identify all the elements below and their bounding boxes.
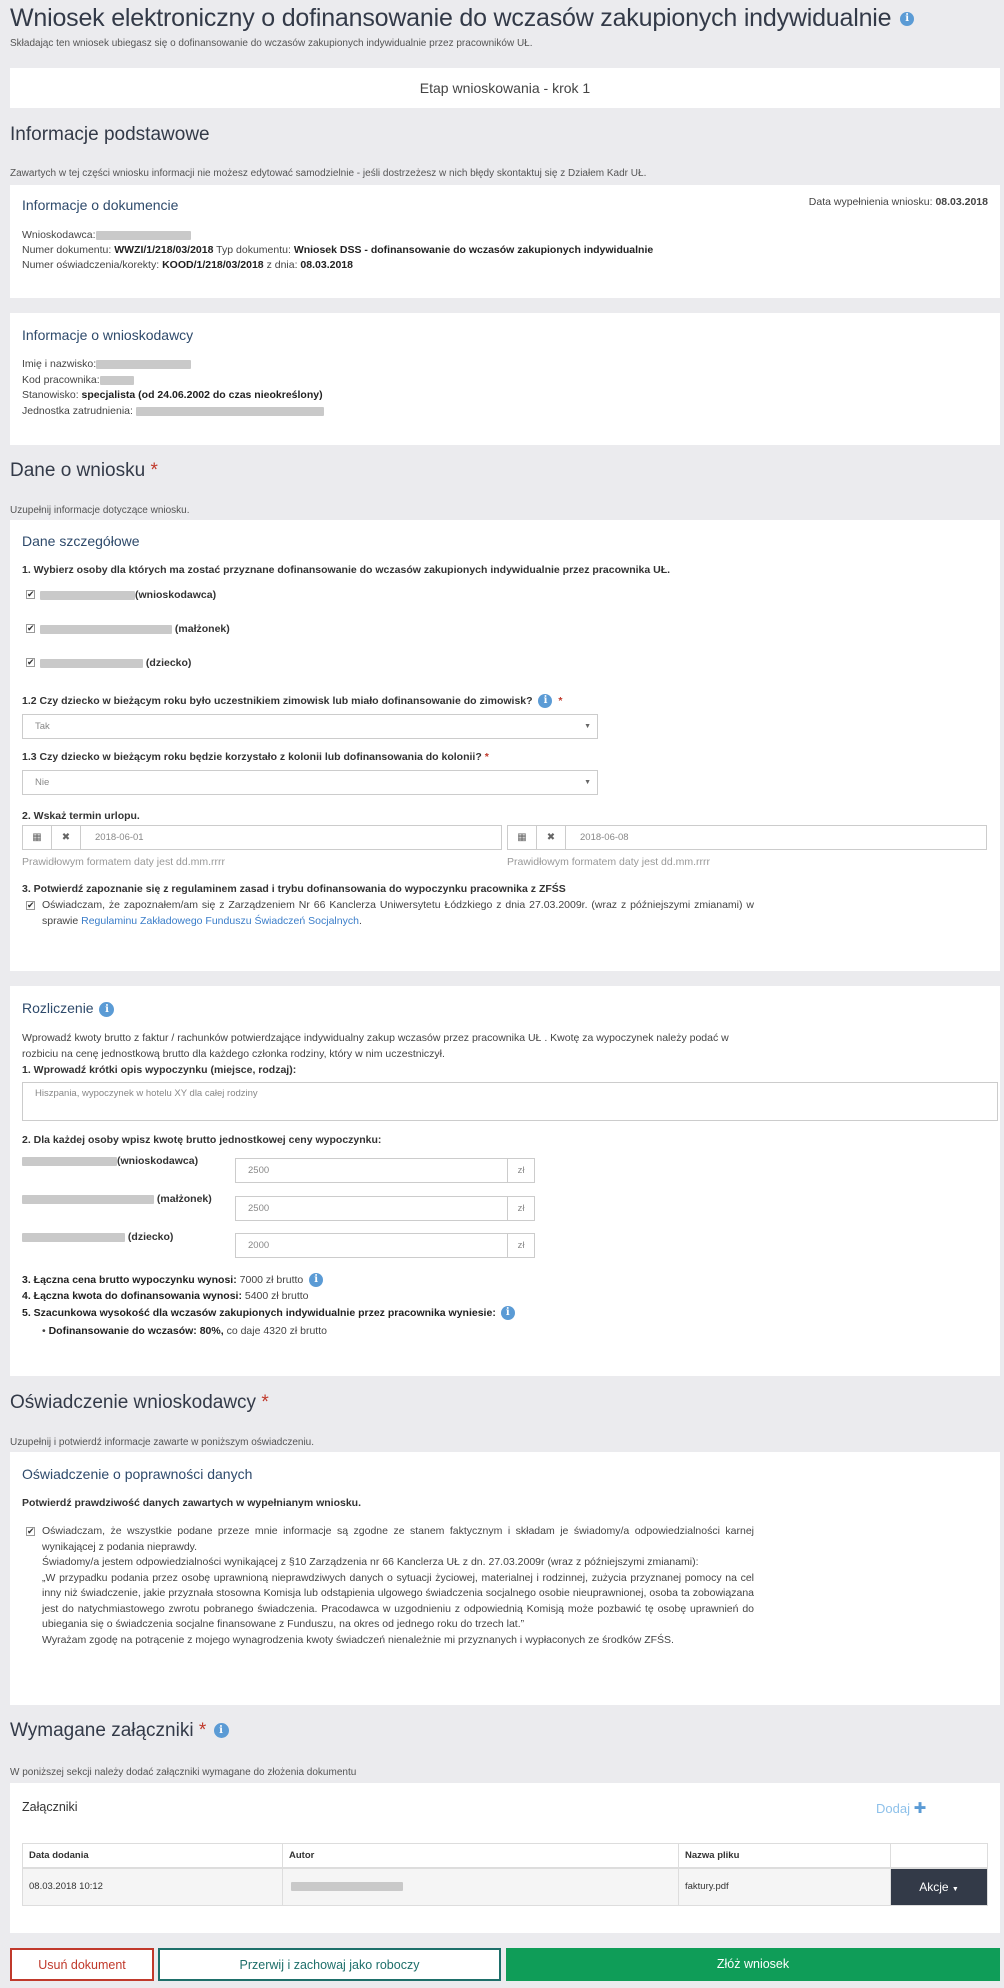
clear-date-icon[interactable]: ✖ xyxy=(537,826,566,849)
amount-input-child[interactable]: 2000 zł xyxy=(235,1233,535,1258)
panel-title-settlement: Rozliczenie i xyxy=(22,1000,114,1017)
info-icon[interactable]: i xyxy=(538,694,552,708)
section-description-details: Uzupełnij informacje dotyczące wniosku. xyxy=(10,505,190,516)
panel-title-applicant: Informacje o wnioskodawcy xyxy=(22,327,194,343)
panel-title-document: Informacje o dokumencie xyxy=(22,197,179,213)
actions-dropdown-button[interactable]: Akcje ▼ xyxy=(891,1869,987,1905)
checkbox-person-spouse[interactable]: ✔ xyxy=(27,623,35,633)
redacted-text xyxy=(96,231,191,240)
info-icon[interactable]: i xyxy=(501,1306,515,1320)
chevron-down-icon: ▼ xyxy=(584,779,591,786)
amount-person-spouse: (małżonek) xyxy=(22,1193,212,1205)
person-spouse-label: (małżonek) xyxy=(40,623,230,635)
checkbox-regulations[interactable]: ✔ xyxy=(27,900,35,910)
declaration-confirm: Potwierdź prawdziwość danych zawartych w wypełnianym wniosku. xyxy=(22,1497,361,1509)
section-heading-details: Dane o wniosku * xyxy=(10,460,158,481)
column-header: Nazwa pliku xyxy=(679,1844,891,1868)
vacation-description-textarea[interactable]: Hiszpania, wypoczynek w hotelu XY dla całej rodziny xyxy=(22,1082,998,1121)
amount-input-applicant[interactable]: 2500 zł xyxy=(235,1158,535,1183)
date-to-hint: Prawidłowym formatem daty jest dd.mm.rrrr xyxy=(507,856,711,868)
date-from-group xyxy=(22,825,502,850)
plus-icon: ✚ xyxy=(913,1800,927,1817)
date-from-input[interactable]: 2018-06-01 xyxy=(95,832,144,843)
section-heading-attachments: Wymagane załączniki * i xyxy=(10,1720,229,1742)
redacted-text xyxy=(136,407,324,416)
section-description-basic: Zawartych w tej części wniosku informacji nie możesz edytować samodzielnie - jeśli dostrzeżesz w nich błędy skontaktuj się z Działem Kadr UŁ. xyxy=(10,168,647,179)
person-child-label: (dziecko) xyxy=(40,657,191,669)
estimate-row: 5. Szacunkowa wysokość dla wczasów zakupionych indywidualnie przez pracownika wyniesie: i xyxy=(22,1306,515,1320)
table-header xyxy=(23,1844,988,1868)
info-icon[interactable]: i xyxy=(309,1273,323,1287)
amount-person-child: (dziecko) xyxy=(22,1231,173,1243)
delete-document-button[interactable]: Usuń dokument xyxy=(10,1948,154,1981)
question-summer-camp: 1.3 Czy dziecko w bieżącym roku będzie korzystało z kolonii lub dofinansowania do kolonii? * xyxy=(22,751,489,763)
redacted-text xyxy=(291,1882,403,1891)
calendar-icon[interactable]: ▦ xyxy=(508,826,537,849)
date-to-group xyxy=(507,825,987,850)
amount-person-applicant: (wnioskodawca) xyxy=(22,1155,198,1167)
redacted-text xyxy=(22,1233,125,1242)
step-panel xyxy=(10,68,1000,108)
declaration-number-link[interactable]: KOOD/1/218/03/2018 xyxy=(162,259,264,271)
column-header: Autor xyxy=(283,1844,679,1868)
document-info-panel xyxy=(10,185,1000,298)
attachments-panel xyxy=(10,1783,1000,1933)
chevron-down-icon: ▼ xyxy=(584,723,591,730)
cell-date: 08.03.2018 10:12 xyxy=(23,1868,283,1906)
redacted-text xyxy=(96,360,191,369)
question-persons: 1. Wybierz osoby dla których ma zostać przyznane dofinansowanie do wczasów zakupionych indywidualnie przez pracownika UŁ. xyxy=(22,564,671,576)
checkbox-person-child[interactable]: ✔ xyxy=(27,657,35,667)
redacted-text xyxy=(40,659,143,668)
redacted-text xyxy=(22,1157,117,1166)
section-description-declaration: Uzupełnij i potwierdź informacje zawarte w poniższym oświadczeniu. xyxy=(10,1437,315,1448)
estimate-detail: • Dofinansowanie do wczasów: 80%, co daje 4320 zł brutto xyxy=(42,1325,327,1337)
info-icon[interactable]: i xyxy=(99,1002,114,1017)
table-row xyxy=(23,1868,988,1906)
fill-date: Data wypełnienia wniosku: 08.03.2018 xyxy=(808,196,988,208)
redacted-text xyxy=(40,625,172,634)
subsidy-amount: 4. Łączna kwota do dofinansowania wynosi: 5400 zł brutto xyxy=(22,1290,309,1302)
calendar-icon[interactable]: ▦ xyxy=(23,826,52,849)
details-panel xyxy=(10,520,1000,971)
unit-row: Jednostka zatrudnienia: xyxy=(22,405,324,417)
regulations-link[interactable]: Regulaminu Zakładowego Funduszu Świadczeń Socjalnych xyxy=(81,914,359,927)
amount-input-spouse[interactable]: 2500 zł xyxy=(235,1196,535,1221)
checkbox-person-applicant[interactable]: ✔ xyxy=(27,589,35,599)
checkbox-declaration[interactable]: ✔ xyxy=(27,1526,35,1536)
redacted-text xyxy=(22,1195,154,1204)
settlement-intro: Wprowadź kwoty brutto z faktur / rachunków potwierdzające indywidualny zakup wczasów przez pracownika UŁ . Kwotę za wypoczynek należy podać w rozbiciu na cenę jednostkową brutto dla każdego członka rodziny, który w nim uczestniczył. xyxy=(22,1032,729,1060)
info-icon[interactable]: i xyxy=(900,12,914,26)
winter-camp-select[interactable]: Tak ▼ xyxy=(22,714,598,739)
section-heading-basic: Informacje podstawowe xyxy=(10,124,210,145)
step-label: Etap wnioskowania - krok 1 xyxy=(419,80,591,96)
section-heading-declaration: Oświadczenie wnioskodawcy * xyxy=(10,1392,269,1413)
clear-date-icon[interactable]: ✖ xyxy=(52,826,81,849)
declaration-panel xyxy=(10,1452,1000,1705)
redacted-text xyxy=(100,376,134,385)
person-applicant-label: (wnioskodawca) xyxy=(40,589,216,601)
column-header: Data dodania xyxy=(23,1844,283,1868)
cell-actions xyxy=(891,1868,988,1906)
applicant-row: Wnioskodawca: xyxy=(22,229,191,241)
summer-camp-select[interactable]: Nie ▼ xyxy=(22,770,598,795)
panel-title-details: Dane szczegółowe xyxy=(22,533,140,549)
page-subtitle: Składając ten wniosek ubiegasz się o dofinansowanie do wczasów zakupionych indywidualnie przez pracowników UŁ. xyxy=(10,38,533,49)
position-row: Stanowisko: specjalista (od 24.06.2002 do czas nieokreślony) xyxy=(22,389,323,401)
emp-code-row: Kod pracownika: xyxy=(22,374,134,386)
page-title: Wniosek elektroniczny o dofinansowanie do wczasów zakupionych indywidualnie i xyxy=(10,4,914,33)
cell-file: faktury.pdf xyxy=(679,1868,891,1906)
declaration-text: Oświadczam, że wszystkie podane przeze mnie informacje są zgodne ze stanem faktycznym i składam je świadomy/a odpowiedzialności karnej wynikającej z podania nieprawdy. Świadomy/a jestem odpowiedzialności wynikającej z §10 Zarządzenia nr 66 Kanclerza UŁ z dn. 27.03.2009r (wraz z późniejszymi zmianami): „W przypadku podania przez osobę uprawnioną nieprawdziwych danych o sytuacji życiowej, materialnej i rodzinnej, zużycia przyznanej pomocy na cel inny niż świadczenie, jakie przyznała stosowna Komisja lub odstąpienia ulgowego świadczenia socjalnego osobie nieuprawnionej, osoba ta zobowiązana jest do natychmiastowego zwrotu pobranego świadczenia. Pracodawca w uzgodnieniu z odpowiednią Komisją może pozbawić tę osobę uprawnień do ubiegania się o świadczenia socjalne finansowane z Funduszu, na okres od jednego roku do trzech lat.” Wyrażam zgodę na potrącenie z mojego wynagrodzenia kwoty świadczeń nienależnie mi przyznanych i wypłaconych ze środków ZFŚS. xyxy=(42,1525,754,1646)
attachments-table xyxy=(22,1843,988,1906)
redacted-text xyxy=(40,591,135,600)
caret-down-icon: ▼ xyxy=(951,1885,959,1893)
date-from-hint: Prawidłowym formatem daty jest dd.mm.rrrr xyxy=(22,856,226,868)
section-description-attachments: W poniższej sekcji należy dodać załączniki wymagane do złożenia dokumentu xyxy=(10,1767,357,1778)
name-row: Imię i nazwisko: xyxy=(22,358,191,370)
question-amounts: 2. Dla każdej osoby wpisz kwotę brutto jednostkowej ceny wypoczynku: xyxy=(22,1134,382,1146)
save-draft-button[interactable]: Przerwij i zachowaj jako roboczy xyxy=(158,1948,501,1981)
settlement-panel xyxy=(10,986,1000,1376)
info-icon[interactable]: i xyxy=(214,1723,229,1738)
question-description: 1. Wprowadź krótki opis wypoczynku (miejsce, rodzaj): xyxy=(22,1064,297,1076)
column-header xyxy=(891,1844,988,1868)
add-attachment-button[interactable]: Dodaj ✚ xyxy=(876,1800,927,1817)
panel-title-declaration: Oświadczenie o poprawności danych xyxy=(22,1466,253,1482)
question-winter-camp: 1.2 Czy dziecko w bieżącym roku było uczestnikiem zimowisk lub miało dofinansowanie do zimowisk? i * xyxy=(22,694,563,707)
cell-author xyxy=(283,1868,679,1906)
question-vacation-dates: 2. Wskaż termin urlopu. xyxy=(22,810,140,822)
submit-button[interactable]: Złóż wniosek xyxy=(506,1948,1000,1981)
regulations-statement: Oświadczam, że zapoznałem/am się z Zarządzeniem Nr 66 Kanclerza Uniwersytetu Łódzkiego z dnia 27.03.2009r. (wraz z późniejszymi zmianami) w sprawie Regulaminu Zakładowego Funduszu Świadczeń Socjalnych. xyxy=(42,899,754,927)
date-to-input[interactable]: 2018-06-08 xyxy=(580,832,629,843)
panel-title-attachments: Załączniki xyxy=(22,1800,78,1814)
doc-number-row: Numer dokumentu: WWZI/1/218/03/2018 Typ dokumentu: Wniosek DSS - dofinansowanie do wczasów zakupionych indywidualnie xyxy=(22,244,654,256)
declaration-number-row: Numer oświadczenia/korekty: KOOD/1/218/03/2018 z dnia: 08.03.2018 xyxy=(22,259,353,271)
total-price: 3. Łączna cena brutto wypoczynku wynosi: 7000 zł brutto i xyxy=(22,1273,323,1287)
applicant-info-panel xyxy=(10,313,1000,445)
question-regulations: 3. Potwierdź zapoznanie się z regulaminem zasad i trybu dofinansowania do wypoczynku pracownika z ZFŚS xyxy=(22,883,566,895)
